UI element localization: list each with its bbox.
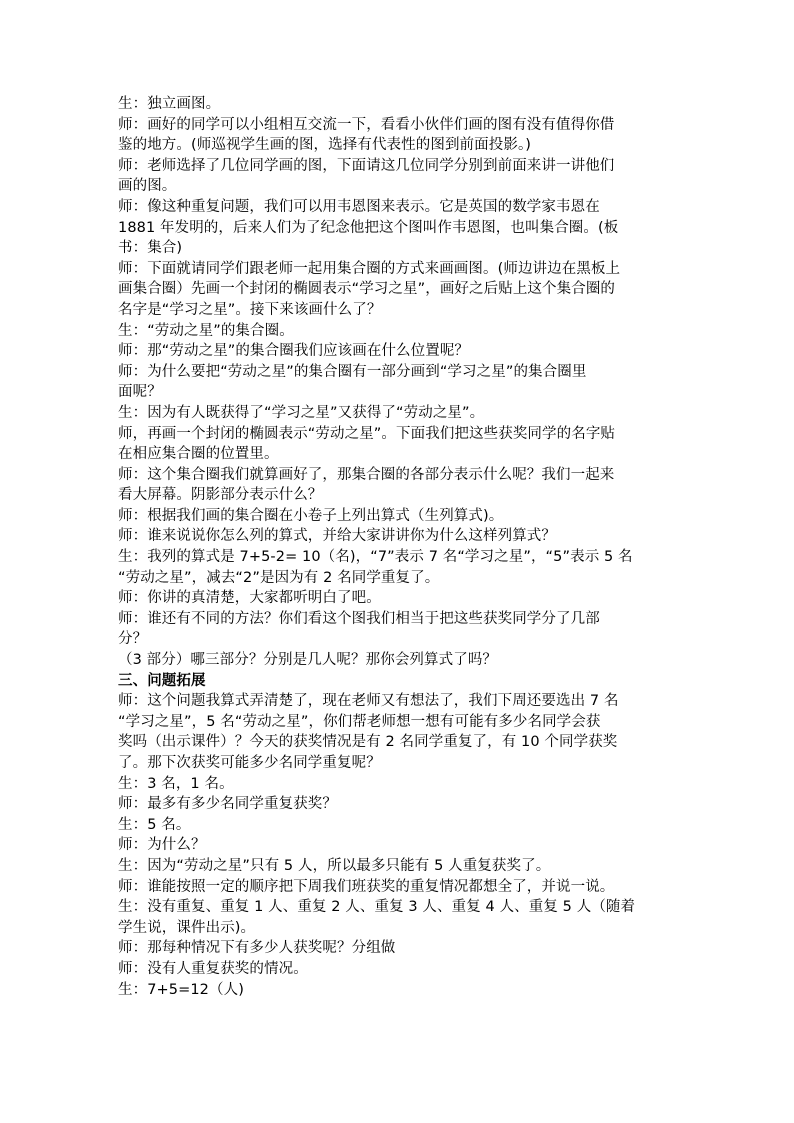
- text-line: 生：“劳动之星”的集合圈。: [118, 322, 294, 339]
- text-line: 生：没有重复、重复 1 人、重复 2 人、重复 3 人、重复 4 人、重复 5 人（随着: [118, 899, 636, 916]
- text-line: 师：为什么？: [118, 837, 206, 854]
- text-line: 在相应集合圈的位置里。: [118, 446, 279, 463]
- text-line: 了。那下次获奖可能多少名同学重复呢？: [118, 755, 381, 771]
- text-line: 生：5 名。: [118, 816, 191, 833]
- text-line: 师：下面就请同学们跟老师一起用集合圈的方式来画画图。(师边讲边在黑板上: [118, 260, 621, 277]
- text-line: 师：这个问题我算式弄清楚了，现在老师又有想法了，我们下周还要选出 7 名: [118, 693, 619, 710]
- text-line: 生：独立画图。: [118, 96, 221, 112]
- text-line: 书：集合): [118, 240, 183, 257]
- text-line: 师：老师选择了几位同学画的图，下面请这几位同学分别到前面来讲一讲他们: [118, 157, 615, 174]
- text-line: 生：7+5=12（人): [118, 981, 244, 998]
- text-line: 奖吗（出示课件）？今天的获奖情况是有 2 名同学重复了，有 10 个同学获奖: [118, 734, 618, 751]
- text-line: 师，再画一个封闭的椭圆表示“劳动之星”。下面我们把这些获奖同学的名字贴: [118, 425, 616, 442]
- text-line: 师：你讲的真清楚，大家都听明白了吧。: [118, 590, 381, 607]
- text-line: 师：没有人重复获奖的情况。: [118, 960, 308, 977]
- text-line: 1881 年发明的，后来人们为了纪念他把这个图叫作韦恩图，也叫集合圈。(板: [118, 219, 619, 236]
- text-line: （3 部分）哪三部分？分别是几人呢？那你会列算式了吗？: [118, 652, 498, 669]
- section-heading: 三、问题拓展: [118, 672, 206, 689]
- text-line: “学习之星”，5 名“劳动之星”，你们帮老师想一想有可能有多少名同学会获: [118, 713, 601, 730]
- text-line: 师：根据我们画的集合圈在小卷子上列出算式（生列算式)。: [118, 507, 504, 524]
- text-line: 学生说，课件出示)。: [118, 919, 256, 936]
- text-line: 师：这个集合圈我们就算画好了，那集合圈的各部分表示什么呢？我们一起来: [118, 466, 615, 483]
- text-line: 生：因为“劳动之星”只有 5 人，所以最多只能有 5 人重复获奖了。: [118, 857, 551, 874]
- document-body: [118, 94, 678, 1000]
- text-line: 师：为什么要把“劳动之星”的集合圈有一部分画到“学习之星”的集合圈里: [118, 363, 587, 380]
- text-line: 师：谁来说说你怎么列的算式，并给大家讲讲你为什么这样列算式？: [118, 528, 556, 545]
- text-line: 分？: [118, 631, 148, 648]
- text-line: 看大屏幕。阴影部分表示什么？: [118, 487, 323, 504]
- text-line: 画的图。: [118, 178, 177, 195]
- text-line: 生：因为有人既获得了“学习之星”又获得了“劳动之星”。: [118, 404, 485, 421]
- text-line: 面呢？: [118, 384, 162, 401]
- text-line: 生：3 名，1 名。: [118, 775, 234, 792]
- text-line: 师：最多有多少名同学重复获奖？: [118, 796, 337, 813]
- text-line: 师：那“劳动之星”的集合圈我们应该画在什么位置呢？: [118, 343, 470, 360]
- text-line: 名字是“学习之星”。接下来该画什么了？: [118, 301, 382, 318]
- text-line: 师：像这种重复问题，我们可以用韦恩图来表示。它是英国的数学家韦恩在: [118, 198, 600, 215]
- text-line: 鉴的地方。(师巡视学生画的图，选择有代表性的图到前面投影。): [118, 137, 532, 154]
- text-line: 画集合圈）先画一个封闭的椭圆表示“学习之星”，画好之后贴上这个集合圈的: [118, 281, 616, 298]
- text-line: “劳动之星”，减去“2”是因为有 2 名同学重复了。: [118, 569, 440, 586]
- text-line: 师：谁能按照一定的顺序把下周我们班获奖的重复情况都想全了，并说一说。: [118, 878, 615, 895]
- text-line: 师：画好的同学可以小组相互交流一下，看看小伙伴们画的图有没有值得你借: [118, 116, 615, 133]
- text-line: 师：那每种情况下有多少人获奖呢？分组做: [118, 940, 396, 957]
- text-line: 师：谁还有不同的方法？你们看这个图我们相当于把这些获奖同学分了几部: [118, 610, 600, 627]
- text-line: 生：我列的算式是 7+5-2= 10（名)，“7”表示 7 名“学习之星”，“5”表示 5 名: [118, 549, 633, 566]
